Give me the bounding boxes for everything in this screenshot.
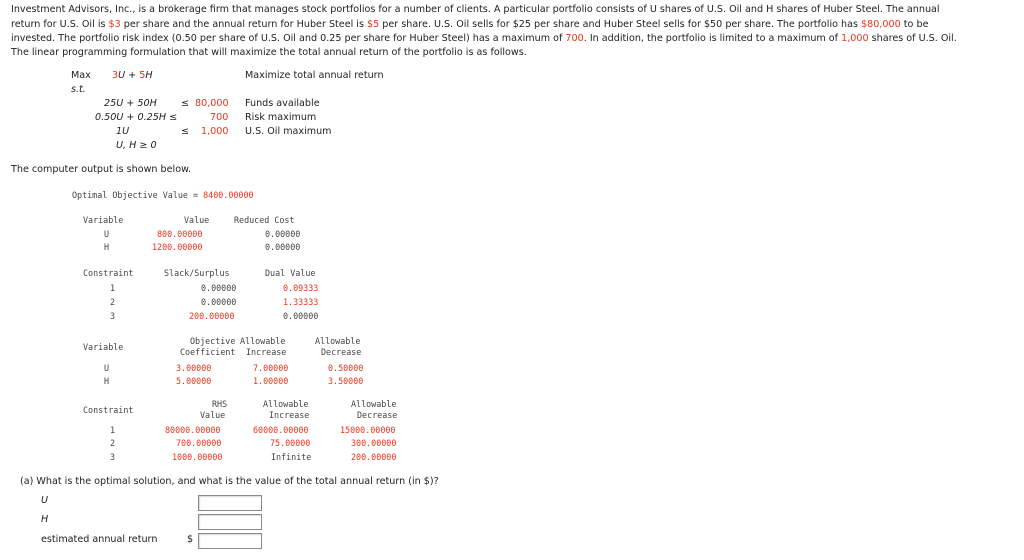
range-cons-header-constraint: Constraint: [83, 405, 134, 415]
range-cons-dec: 15000.00000: [340, 425, 396, 435]
range-var-dec: 0.50000: [328, 363, 364, 373]
problem-text: per share. U.S. Oil sells for $25 per share and Huber Steel sells for $50 per share. The portfolio has: [379, 19, 862, 30]
var-name: U: [104, 229, 110, 239]
range-cons-name: 1: [110, 425, 116, 435]
us-oil-return-value: $3: [108, 19, 121, 30]
cons-header-constraint: Constraint: [83, 268, 134, 278]
huber-steel-return-value: $5: [367, 19, 380, 30]
range-cons-header-inc: Allowable: [263, 399, 309, 409]
range-var-name: U: [104, 363, 110, 373]
problem-text: per share and the annual return for Huber Steel is: [120, 19, 368, 30]
answer-return-label: estimated annual return: [41, 534, 158, 545]
var-value: 1200.00000: [152, 242, 203, 252]
range-cons-header-dec2: Decrease: [357, 410, 398, 420]
range-cons-rhs: 700.00000: [176, 438, 222, 448]
range-var-name: H: [104, 376, 110, 386]
constraint-3-rhs: 1,000: [201, 126, 229, 137]
cons-header-dual: Dual Value: [265, 268, 316, 278]
answer-return-input[interactable]: [198, 533, 262, 549]
range-cons-rhs: 80000.00000: [165, 425, 221, 435]
st-label: s.t.: [71, 84, 86, 95]
problem-line-1: Investment Advisors, Inc., is a brokerage firm that manages stock portfolios for a number of clients. A particular portfolio consists of U shares of U.S. Oil and H shares of Huber Steel. The annual: [11, 4, 940, 15]
cons-dual: 1.33333: [283, 297, 319, 307]
range-vars-header-coef: Coefficient: [180, 347, 236, 357]
problem-line-2: [11, 18, 928, 33]
constraint-1-rhs: 80,000: [195, 98, 229, 109]
problem-line-3: [11, 32, 957, 47]
problem-text: invested. The portfolio risk index (0.50 per share of U.S. Oil and 0.25 per share for Huber Steel) has a maximum of: [11, 33, 566, 44]
cons-slack: 0.00000: [201, 297, 237, 307]
range-vars-header-inc: Allowable: [240, 336, 286, 346]
cons-dual: 0.00000: [283, 311, 319, 321]
answer-u-label: U: [41, 495, 49, 506]
range-var-coef: 5.00000: [176, 376, 212, 386]
optimal-objective-value: 8400.00000: [203, 190, 254, 200]
range-var-inc: 7.00000: [253, 363, 289, 373]
vars-header-value: Value: [184, 215, 210, 225]
range-vars-header-dec2: Decrease: [321, 347, 362, 357]
objective-coef-h: 5: [139, 70, 146, 81]
cons-slack: 0.00000: [201, 283, 237, 293]
constraint-1-op: ≤: [181, 98, 190, 109]
cons-name: 3: [110, 311, 116, 321]
question-a-text: (a) What is the optimal solution, and what is the value of the total annual return (in $)?: [20, 476, 439, 487]
constraint-2-rhs: 700: [210, 112, 229, 123]
vars-header-variable: Variable: [83, 215, 124, 225]
constraint-3-op: ≤: [181, 126, 190, 137]
range-vars-header-dec: Allowable: [315, 336, 361, 346]
problem-text: . In addition, the portfolio is limited to a maximum of: [583, 33, 842, 44]
cons-name: 1: [110, 283, 116, 293]
funds-value: $80,000: [861, 19, 901, 30]
range-cons-rhs: 1000.00000: [172, 452, 223, 462]
cons-dual: 0.09333: [283, 283, 319, 293]
range-var-dec: 3.50000: [328, 376, 364, 386]
cons-name: 2: [110, 297, 116, 307]
range-var-coef: 3.00000: [176, 363, 212, 373]
answer-h-input[interactable]: [198, 514, 262, 530]
constraint-1-lhs: 25U + 50H: [104, 98, 157, 109]
constraint-1-desc: Funds available: [245, 98, 320, 109]
objective-description: Maximize total annual return: [245, 70, 384, 81]
range-cons-dec: 200.00000: [351, 452, 397, 462]
constraint-2-lhs: 0.50U + 0.25H ≤: [95, 112, 178, 123]
range-cons-name: 3: [110, 452, 116, 462]
us-oil-max-value: 1,000: [841, 33, 869, 44]
optimal-objective-line: [72, 190, 254, 200]
answer-u-input[interactable]: [198, 495, 262, 511]
range-vars-header-obj: Objective: [190, 336, 236, 346]
range-cons-name: 2: [110, 438, 116, 448]
constraint-3-desc: U.S. Oil maximum: [245, 126, 332, 137]
range-cons-header-inc2: Increase: [269, 410, 310, 420]
range-cons-inc: 75.00000: [270, 438, 311, 448]
var-name: H: [104, 242, 110, 252]
range-vars-header-inc2: Increase: [246, 347, 287, 357]
var-value: 800.00000: [157, 229, 203, 239]
max-label: Max: [71, 70, 91, 81]
risk-max-value: 700: [565, 33, 584, 44]
range-cons-inc: Infinite: [271, 452, 312, 462]
constraint-2-desc: Risk maximum: [245, 112, 317, 123]
nonnegativity: U, H ≥ 0: [116, 140, 157, 151]
answer-h-label: H: [41, 514, 49, 525]
dollar-sign: $: [187, 534, 194, 545]
range-var-inc: 1.00000: [253, 376, 289, 386]
range-cons-header-dec: Allowable: [351, 399, 397, 409]
objective-coef-u: 3: [112, 70, 119, 81]
problem-line-4: The linear programming formulation that will maximize the total annual return of the portfolio is as follows.: [11, 47, 527, 58]
optimal-objective-label: Optimal Objective Value =: [72, 190, 204, 200]
range-cons-header-rhs: RHS: [212, 399, 228, 409]
cons-slack: 200.00000: [189, 311, 235, 321]
range-cons-header-value: Value: [200, 410, 226, 420]
var-reduced-cost: 0.00000: [265, 242, 301, 252]
output-intro: The computer output is shown below.: [11, 164, 192, 175]
var-reduced-cost: 0.00000: [265, 229, 301, 239]
constraint-3-lhs: 1U: [116, 126, 130, 137]
objective-function: [112, 70, 153, 81]
vars-header-reduced-cost: Reduced Cost: [234, 215, 295, 225]
objective-text: H: [145, 70, 153, 81]
problem-text: shares of U.S. Oil.: [868, 33, 957, 44]
cons-header-slack: Slack/Surplus: [164, 268, 230, 278]
objective-text: U +: [118, 70, 140, 81]
range-vars-header-variable: Variable: [83, 342, 124, 352]
problem-text: to be: [900, 19, 929, 30]
range-cons-dec: 300.00000: [351, 438, 397, 448]
range-cons-inc: 60000.00000: [253, 425, 309, 435]
problem-text: return for U.S. Oil is: [11, 19, 109, 30]
